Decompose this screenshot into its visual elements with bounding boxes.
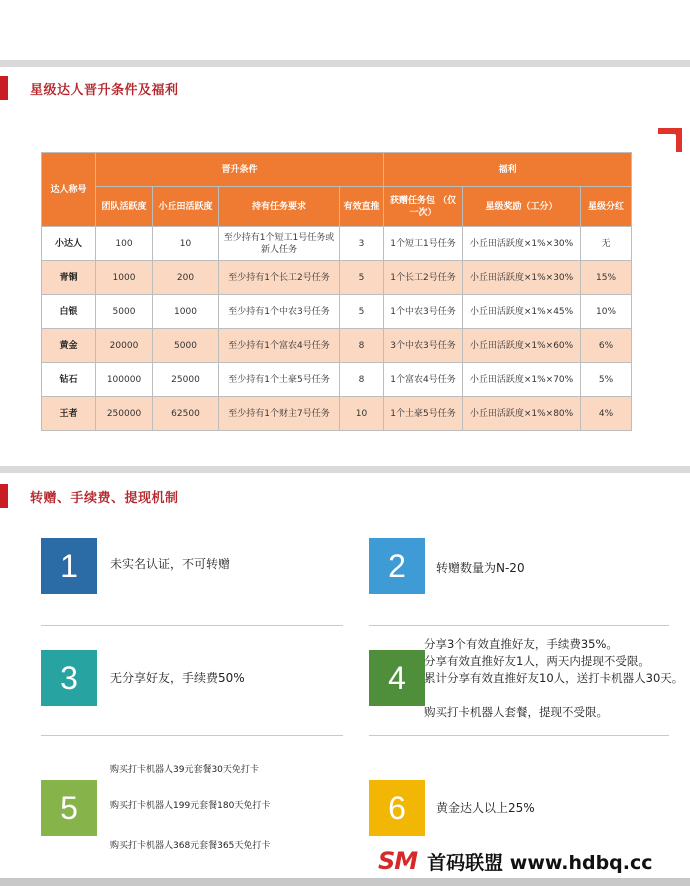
cell-task: 至少持有1个中农3号任务	[219, 295, 340, 329]
cell-dividend: 10%	[581, 295, 632, 329]
table-row	[42, 329, 632, 363]
table-row	[42, 295, 632, 329]
card-number-6: 6	[369, 780, 425, 836]
card-text-5a: 购买打卡机器人39元套餐30天免打卡	[110, 765, 259, 775]
cell-task: 至少持有1个短工1号任务或新人任务	[219, 227, 340, 261]
cell-team: 100	[96, 227, 153, 261]
cell-task: 至少持有1个富农4号任务	[219, 329, 340, 363]
cell-reward: 小丘田活跃度×1%×70%	[463, 363, 581, 397]
card-number-1: 1	[41, 538, 97, 594]
cell-name: 青铜	[42, 261, 96, 295]
table-row	[42, 227, 632, 261]
section-title-promotion: 星级达人晋升条件及福利	[30, 83, 179, 98]
cell-reward: 小丘田活跃度×1%×45%	[463, 295, 581, 329]
cell-reward: 小丘田活跃度×1%×60%	[463, 329, 581, 363]
cell-reward: 小丘田活跃度×1%×30%	[463, 227, 581, 261]
col-gift: 获赠任务包 （仅一次）	[384, 187, 463, 227]
card-text-6: 黄金达人以上25%	[436, 801, 535, 815]
card-text-5b: 购买打卡机器人199元套餐180天免打卡	[110, 801, 271, 811]
cell-direct: 8	[340, 363, 384, 397]
cell-dividend: 6%	[581, 329, 632, 363]
bottom-divider	[0, 878, 690, 886]
watermark-text: 首码联盟 www.hdbq.cc	[427, 851, 653, 874]
card-text-4c: 累计分享有效直推好友10人，送打卡机器人30天。	[424, 671, 684, 685]
cell-gift: 1个长工2号任务	[384, 261, 463, 295]
cell-field: 25000	[153, 363, 219, 397]
cell-direct: 5	[340, 261, 384, 295]
section-title-transfer: 转赠、手续费、提现机制	[30, 491, 179, 506]
card-text-4d: 购买打卡机器人套餐，提现不受限。	[424, 705, 608, 719]
cell-field: 62500	[153, 397, 219, 431]
cell-task: 至少持有1个土豪5号任务	[219, 363, 340, 397]
card-text-4a: 分享3个有效直推好友，手续费35%。	[424, 637, 618, 651]
cell-gift: 1个富农4号任务	[384, 363, 463, 397]
cell-task: 至少持有1个财主7号任务	[219, 397, 340, 431]
card-text-5c: 购买打卡机器人368元套餐365天免打卡	[110, 841, 271, 851]
col-reward: 星级奖励（工分）	[463, 187, 581, 227]
tier-table	[41, 152, 632, 431]
cell-direct: 3	[340, 227, 384, 261]
cell-name: 小达人	[42, 227, 96, 261]
header-benefits: 福利	[384, 153, 632, 187]
cell-gift: 1个短工1号任务	[384, 227, 463, 261]
col-dividend: 星级分红	[581, 187, 632, 227]
cell-name: 黄金	[42, 329, 96, 363]
card-text-3: 无分享好友，手续费50%	[110, 671, 245, 685]
cell-field: 5000	[153, 329, 219, 363]
watermark-logo: SM	[378, 847, 418, 875]
header-promotion: 晋升条件	[96, 153, 384, 187]
cell-name: 钻石	[42, 363, 96, 397]
cell-gift: 1个中农3号任务	[384, 295, 463, 329]
col-team: 团队活跃度	[96, 187, 153, 227]
cell-direct: 8	[340, 329, 384, 363]
cell-field: 200	[153, 261, 219, 295]
card-number-4: 4	[369, 650, 425, 706]
card-underline	[41, 625, 343, 626]
card-underline	[369, 625, 669, 626]
col-direct: 有效直推	[340, 187, 384, 227]
table-row	[42, 363, 632, 397]
card-text-4b: 分享有效直推好友1人，两天内提现不受限。	[424, 654, 650, 668]
corner-decoration-icon	[658, 128, 682, 152]
cell-team: 100000	[96, 363, 153, 397]
section-marker	[0, 484, 8, 508]
cell-dividend: 15%	[581, 261, 632, 295]
cell-name: 王者	[42, 397, 96, 431]
section-marker	[0, 76, 8, 100]
mid-divider	[0, 466, 690, 473]
cell-team: 250000	[96, 397, 153, 431]
card-underline	[41, 735, 343, 736]
cell-task: 至少持有1个长工2号任务	[219, 261, 340, 295]
col-task: 持有任务要求	[219, 187, 340, 227]
watermark	[378, 843, 690, 879]
table-row	[42, 261, 632, 295]
cell-dividend: 无	[581, 227, 632, 261]
header-name: 达人称号	[42, 153, 96, 227]
cell-direct: 5	[340, 295, 384, 329]
cell-gift: 1个土豪5号任务	[384, 397, 463, 431]
cell-field: 10	[153, 227, 219, 261]
cell-reward: 小丘田活跃度×1%×30%	[463, 261, 581, 295]
card-text-2: 转赠数量为N-20	[436, 561, 525, 575]
cell-field: 1000	[153, 295, 219, 329]
cell-team: 20000	[96, 329, 153, 363]
top-divider	[0, 60, 690, 67]
cell-dividend: 4%	[581, 397, 632, 431]
card-number-3: 3	[41, 650, 97, 706]
cell-dividend: 5%	[581, 363, 632, 397]
cell-reward: 小丘田活跃度×1%×80%	[463, 397, 581, 431]
table-row	[42, 397, 632, 431]
cell-team: 1000	[96, 261, 153, 295]
card-underline	[369, 735, 669, 736]
col-field: 小丘田活跃度	[153, 187, 219, 227]
cell-gift: 3个中农3号任务	[384, 329, 463, 363]
card-text-1: 未实名认证，不可转赠	[110, 557, 231, 571]
cell-name: 白银	[42, 295, 96, 329]
cell-direct: 10	[340, 397, 384, 431]
card-number-5: 5	[41, 780, 97, 836]
card-number-2: 2	[369, 538, 425, 594]
cell-team: 5000	[96, 295, 153, 329]
